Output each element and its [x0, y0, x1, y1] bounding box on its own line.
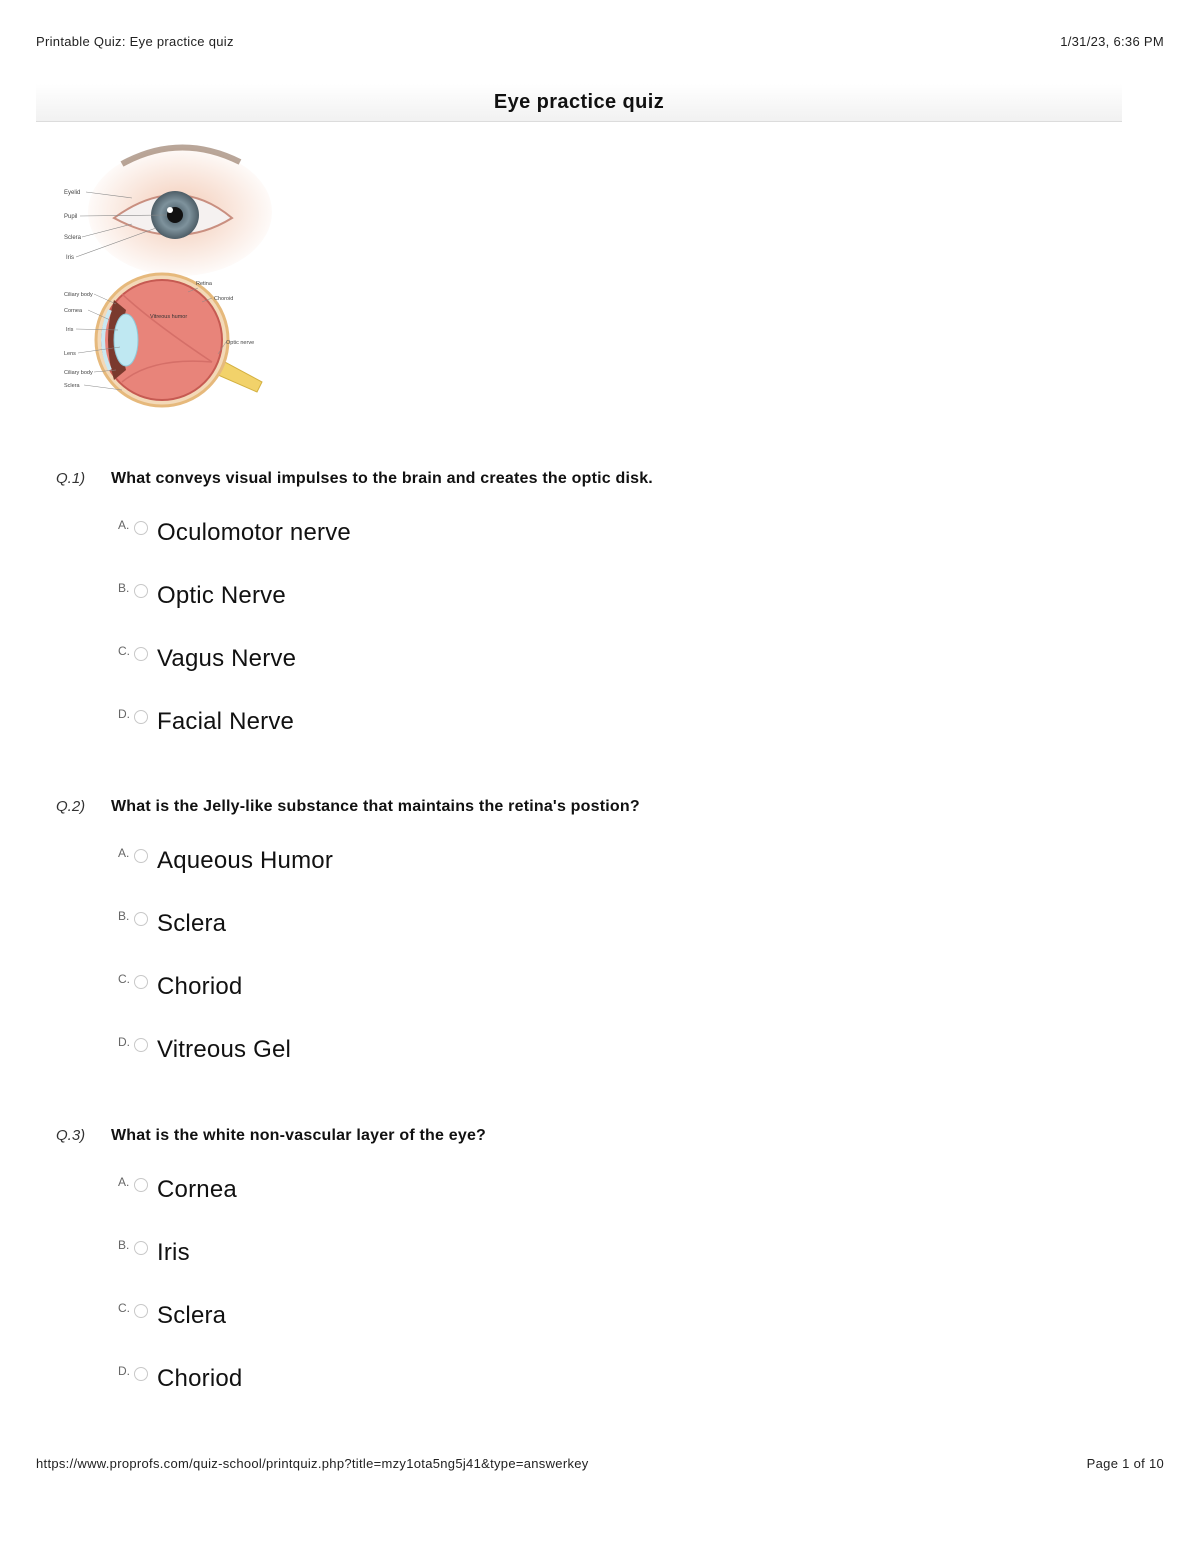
option-letter: C.	[118, 972, 130, 986]
radio-button[interactable]	[134, 521, 148, 535]
option-text: Sclera	[157, 910, 227, 937]
option-text: Aqueous Humor	[157, 847, 334, 874]
radio-button[interactable]	[134, 710, 148, 724]
option-letter: D.	[118, 707, 130, 721]
answer-option[interactable]	[118, 969, 242, 1009]
question-text: What is the Jelly-like substance that maintains the retina's postion?	[111, 798, 640, 815]
option-text: Vitreous Gel	[157, 1036, 292, 1063]
answer-option[interactable]	[118, 1172, 237, 1212]
eye-anatomy-figure	[52, 132, 272, 414]
question-2	[56, 798, 1136, 1063]
answer-option[interactable]	[118, 1298, 226, 1338]
option-text: Choriod	[157, 1365, 243, 1392]
figure-label-choroid: Choroid	[214, 296, 234, 302]
figure-label-vitreous-humor: Vitreous humor	[150, 314, 188, 320]
option-letter: B.	[118, 1238, 130, 1252]
figure-label-retina: Retina	[196, 281, 212, 287]
option-text: Sclera	[157, 1302, 227, 1329]
option-text: Vagus Nerve	[157, 645, 297, 672]
radio-button[interactable]	[134, 1304, 148, 1318]
figure-label-iris: Iris	[66, 255, 74, 261]
option-letter: A.	[118, 1175, 130, 1189]
option-letter: A.	[118, 518, 130, 532]
radio-button[interactable]	[134, 912, 148, 926]
answer-option[interactable]	[118, 843, 333, 883]
figure-label-optic-nerve: Optic nerve	[226, 340, 255, 346]
option-letter: A.	[118, 846, 130, 860]
radio-button[interactable]	[134, 647, 148, 661]
radio-button[interactable]	[134, 1038, 148, 1052]
print-header	[36, 34, 1164, 49]
figure-label-cornea: Cornea	[64, 308, 83, 314]
option-letter: B.	[118, 909, 130, 923]
print-header-title: Printable Quiz: Eye practice quiz	[36, 34, 234, 49]
answer-option[interactable]	[118, 906, 226, 946]
answer-option[interactable]	[118, 1235, 190, 1275]
question-text: What conveys visual impulses to the brain and creates the optic disk.	[111, 470, 653, 487]
question-number: Q.2)	[56, 798, 86, 815]
option-letter: D.	[118, 1364, 130, 1378]
figure-label-iris-section: Iris	[66, 327, 74, 333]
radio-button[interactable]	[134, 1241, 148, 1255]
radio-button[interactable]	[134, 1178, 148, 1192]
radio-button[interactable]	[134, 849, 148, 863]
lens-shape	[114, 314, 138, 366]
option-letter: C.	[118, 644, 130, 658]
eye-highlight	[167, 207, 173, 213]
option-letter: B.	[118, 581, 130, 595]
option-text: Iris	[157, 1239, 190, 1266]
figure-label-sclera: Sclera	[64, 235, 82, 241]
radio-button[interactable]	[134, 975, 148, 989]
option-text: Oculomotor nerve	[157, 519, 351, 546]
answer-option[interactable]	[118, 1361, 242, 1401]
option-text: Facial Nerve	[157, 708, 295, 735]
answer-option[interactable]	[118, 1032, 291, 1072]
answer-option[interactable]	[118, 641, 296, 681]
question-number: Q.3)	[56, 1127, 86, 1144]
answer-option[interactable]	[118, 578, 286, 618]
answer-option[interactable]	[118, 704, 294, 744]
figure-label-sclera-section: Sclera	[64, 383, 80, 389]
figure-label-lens: Lens	[64, 351, 76, 357]
page-number: Page 1 of 10	[1086, 1456, 1164, 1471]
figure-label-ciliary-body: Ciliary body	[64, 292, 93, 298]
radio-button[interactable]	[134, 584, 148, 598]
radio-button[interactable]	[134, 1367, 148, 1381]
quiz-title: Eye practice quiz	[36, 84, 1122, 122]
answer-option[interactable]	[118, 515, 351, 555]
question-3	[56, 1127, 1136, 1392]
print-footer	[36, 1456, 1164, 1471]
figure-label-pupil: Pupil	[64, 214, 78, 220]
footer-url: https://www.proprofs.com/quiz-school/printquiz.php?title=mzy1ota5ng5j41&type=answerkey	[36, 1456, 589, 1471]
figure-label-ciliary-body-lower: Ciliary body	[64, 370, 93, 376]
print-header-timestamp: 1/31/23, 6:36 PM	[1060, 34, 1164, 49]
figure-label-eyelid: Eyelid	[64, 190, 81, 196]
question-text: What is the white non-vascular layer of the eye?	[111, 1127, 487, 1144]
question-1	[56, 470, 1136, 735]
option-text: Optic Nerve	[157, 582, 286, 609]
option-letter: C.	[118, 1301, 130, 1315]
option-text: Choriod	[157, 973, 243, 1000]
question-number: Q.1)	[56, 470, 86, 487]
option-letter: D.	[118, 1035, 130, 1049]
option-text: Cornea	[157, 1176, 237, 1203]
